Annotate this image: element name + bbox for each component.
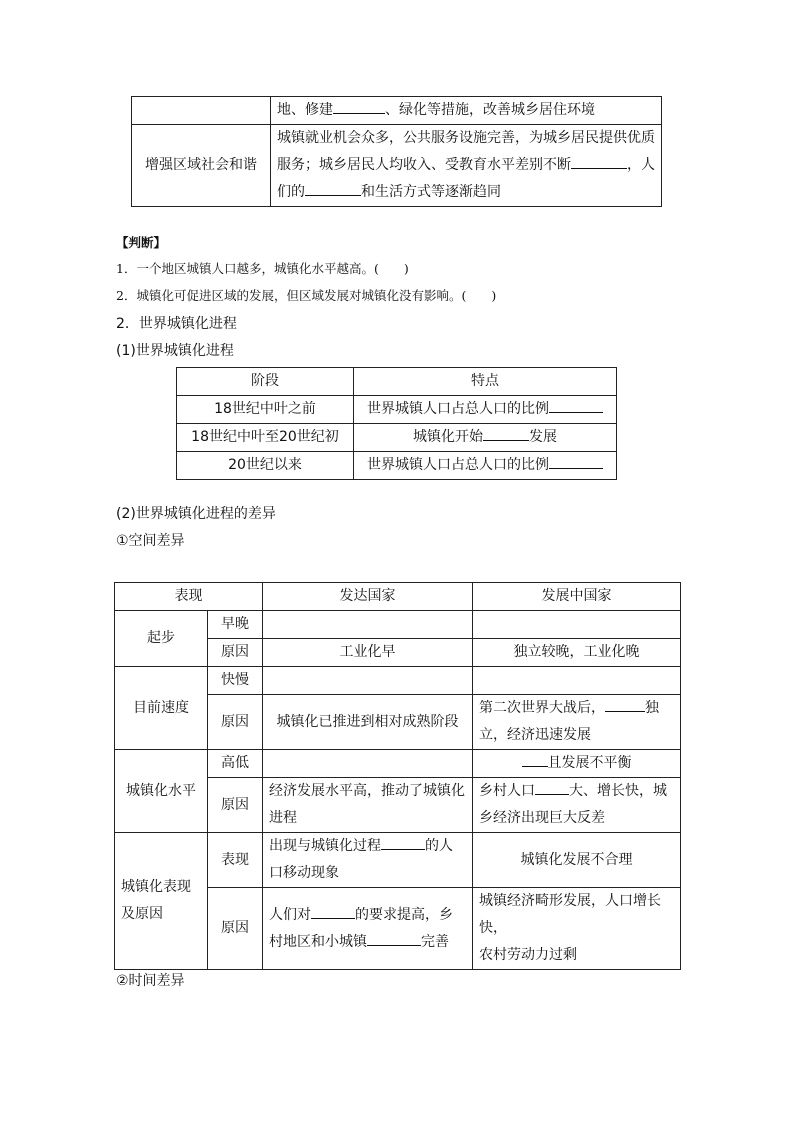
fill-blank	[333, 98, 385, 114]
sub-label: 原因	[208, 888, 263, 970]
table-cell: 城镇化已推进到相对成熟阶段	[263, 695, 473, 750]
stage-cell: 18世纪中叶至20世纪初	[177, 424, 354, 452]
fill-blank	[549, 397, 603, 413]
stage-cell: 20世纪以来	[177, 452, 354, 480]
cell-line: 乡村人口 大、增长快，城	[479, 778, 674, 805]
fill-blank	[305, 180, 361, 196]
fill-blank	[522, 751, 548, 767]
column-header: 发展中国家	[473, 583, 681, 611]
top-table	[131, 96, 662, 207]
fill-blank	[311, 903, 355, 919]
table-cell: 且发展不平衡	[473, 750, 681, 778]
table-cell: 地、修建 、绿化等措施，改善城乡居住环境	[271, 97, 662, 125]
feature-cell: 世界城镇人口占总人口的比例	[354, 452, 617, 480]
sub-label: 表现	[208, 833, 263, 888]
table-cell: 城镇化发展不合理	[473, 833, 681, 888]
table-cell	[263, 611, 473, 639]
table-cell: 独立较晚，工业化晚	[473, 639, 681, 667]
subsection-title: (2)世界城镇化进程的差异	[116, 506, 276, 522]
fill-blank	[535, 779, 569, 795]
column-header: 表现	[115, 583, 263, 611]
cell-line: 第二次世界大战后， 独	[479, 695, 674, 722]
fill-blank	[605, 696, 645, 712]
table-row	[177, 396, 617, 424]
sub-label: 高低	[208, 750, 263, 778]
sub-label: 原因	[208, 639, 263, 667]
fill-blank	[571, 153, 627, 169]
cell-line: 人们对 的要求提高，乡	[269, 902, 466, 929]
table-row	[115, 750, 681, 778]
column-header: 阶段	[177, 368, 354, 396]
judge-question-1: 1．一个地区城镇人口越多，城镇化水平越高。( )	[116, 261, 409, 276]
table-cell: 第二次世界大战后， 独 立，经济迅速发展	[473, 695, 681, 750]
column-header: 特点	[354, 368, 617, 396]
cell-line: 出现与城镇化过程 的人	[269, 833, 466, 860]
table-cell: 出现与城镇化过程 的人 口移动现象	[263, 833, 473, 888]
subsection-label: ①空间差异	[116, 533, 185, 549]
table-cell	[473, 611, 681, 639]
table-header-row	[177, 368, 617, 396]
row-label: 目前速度	[115, 667, 208, 750]
table-row	[177, 424, 617, 452]
table-header-row	[115, 583, 681, 611]
table-row	[115, 667, 681, 695]
table-cell: 城镇经济畸形发展，人口增长快， 农村劳动力过剩	[473, 888, 681, 970]
judge-heading: 【判断】	[116, 235, 167, 250]
sub-label: 快慢	[208, 667, 263, 695]
table-row	[115, 611, 681, 639]
stage-table	[176, 367, 617, 480]
table-cell	[263, 888, 473, 970]
fill-blank	[367, 930, 421, 946]
table-cell	[263, 667, 473, 695]
row-label: 城镇化表现 及原因	[115, 833, 208, 970]
row-label: 起步	[115, 611, 208, 667]
subsection-title: (1)世界城镇化进程	[116, 343, 234, 359]
cell-line: 们的 和生活方式等逐渐趋同	[277, 179, 655, 206]
cell-line: 村地区和小城镇 完善	[269, 929, 466, 956]
table-cell: 经济发展水平高，推动了城镇化 进程	[263, 778, 473, 833]
table-cell	[263, 750, 473, 778]
row-label: 增强区域社会和谐	[132, 125, 271, 207]
sub-label: 早晚	[208, 611, 263, 639]
cell-line: 服务；城乡居民人均收入、受教育水平差别不断 ，人	[277, 152, 655, 179]
stage-cell: 18世纪中叶之前	[177, 396, 354, 424]
feature-cell: 城镇化开始 发展	[354, 424, 617, 452]
fill-blank	[549, 453, 603, 469]
table-row	[132, 125, 662, 207]
table-cell: 乡村人口 大、增长快，城 乡经济出现巨大反差	[473, 778, 681, 833]
table-row	[177, 452, 617, 480]
row-label: 城镇化水平	[115, 750, 208, 833]
column-header: 发达国家	[263, 583, 473, 611]
sub-label: 原因	[208, 778, 263, 833]
table-cell: 工业化早	[263, 639, 473, 667]
sub-label: 原因	[208, 695, 263, 750]
difference-table	[114, 582, 681, 970]
subsection-label: ②时间差异	[116, 973, 185, 989]
fill-blank	[483, 425, 529, 441]
table-cell: 城镇就业机会众多，公共服务设施完善，为城乡居民提供优质 服务；城乡居民人均收入、受教育水平差别不断 ，人 们的 和生活方式等逐渐趋同	[271, 125, 662, 207]
fill-blank	[381, 834, 425, 850]
judge-question-2: 2．城镇化可促进区域的发展，但区域发展对城镇化没有影响。( )	[116, 288, 497, 303]
table-row	[132, 97, 662, 125]
feature-cell: 世界城镇人口占总人口的比例	[354, 396, 617, 424]
table-cell	[132, 97, 271, 125]
section-title: 2．世界城镇化进程	[116, 316, 237, 332]
table-cell	[473, 667, 681, 695]
table-row	[115, 833, 681, 888]
